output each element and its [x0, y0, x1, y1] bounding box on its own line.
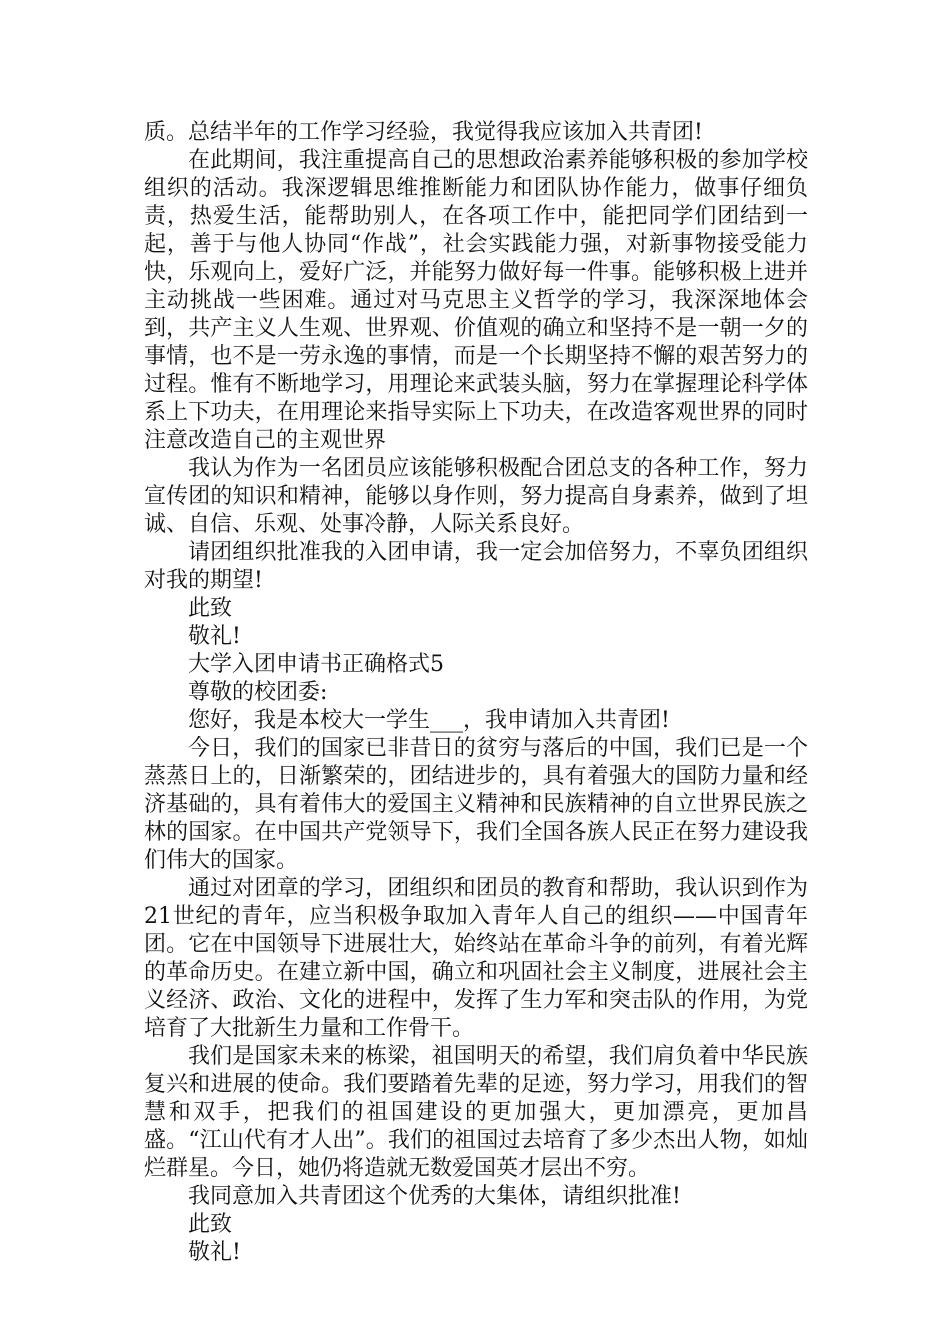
paragraph-6: 通过对团章的学习，团组织和团员的教育和帮助，我认识到作为21世纪的青年，应当积极争取加入青年人自己的组织——中国青年团。它在中国领导下进展壮大，始终站在革命斗争的前列，有着光辉的革命历史。在建立新中国，确立和巩固社会主义制度，进展社会主义经济、政治、文化的进程中，发挥了生力军和突击队的作用，为党培育了大批新生力量和工作骨干。	[144, 876, 808, 1041]
paragraph-3: 我认为作为一名团员应该能够积极配合团总支的各种工作，努力宣传团的知识和精神，能够以身作则，努力提高自身素养，做到了坦诚、自信、乐观、处事冷静，人际关系良好。	[144, 456, 808, 537]
closing-regards-2: 敬礼!	[188, 1240, 241, 1265]
greeting-intro: 您好，我是本校大一学生___，我申请加入共青团!	[188, 708, 670, 733]
paragraph-7: 我们是国家未来的栋梁，祖国明天的希望，我们肩负着中华民族复兴和进展的使命。我们要踏着先辈的足迹，努力学习，用我们的智慧和双手，把我们的祖国建设的更加强大，更加漂亮，更加昌盛。“江山代有才人出”。我们的祖国过去培育了多少杰出人物，如灿烂群星。今日，她仍将造就无数爱国英才层出不穷。	[144, 1044, 808, 1181]
paragraph-5: 今日，我们的国家已非昔日的贫穷与落后的中国，我们已是一个蒸蒸日上的，日渐繁荣的，团结进步的，具有着强大的国防力量和经济基础的，具有着伟大的爱国主义精神和民族精神的自立世界民族之林的国家。在中国共产党领导下，我们全国各族人民正在努力建设我们伟大的国家。	[144, 736, 808, 873]
document-body	[144, 119, 808, 1267]
paragraph-8: 我同意加入共青团这个优秀的大集体，请组织批准!	[188, 1184, 681, 1209]
paragraph-4: 请团组织批准我的入团申请，我一定会加倍努力，不辜负团组织对我的期望!	[144, 540, 808, 593]
closing-salutation-2: 此致	[188, 1212, 233, 1237]
section-heading: 大学入团申请书正确格式5	[188, 652, 444, 677]
closing-salutation-1: 此致	[188, 596, 233, 621]
paragraph-1: 质。总结半年的工作学习经验，我觉得我应该加入共青团!	[144, 120, 703, 145]
greeting-addressee: 尊敬的校团委:	[188, 680, 328, 705]
closing-regards-1: 敬礼!	[188, 624, 241, 649]
paragraph-2: 在此期间，我注重提高自己的思想政治素养能够积极的参加学校组织的活动。我深逻辑思维推断能力和团队协作能力，做事仔细负责，热爱生活，能帮助别人，在各项工作中，能把同学们团结到一起，善于与他人协同“作战”，社会实践能力强，对新事物接受能力快，乐观向上，爱好广泛，并能努力做好每一件事。能够积极上进并主动挑战一些困难。通过对马克思主义哲学的学习，我深深地体会到，共产主义人生观、世界观、价值观的确立和坚持不是一朝一夕的事情，也不是一劳永逸的事情，而是一个长期坚持不懈的艰苦努力的过程。惟有不断地学习，用理论来武装头脑，努力在掌握理论科学体系上下功夫，在用理论来指导实际上下功夫，在改造客观世界的同时注意改造自己的主观世界	[144, 148, 808, 453]
